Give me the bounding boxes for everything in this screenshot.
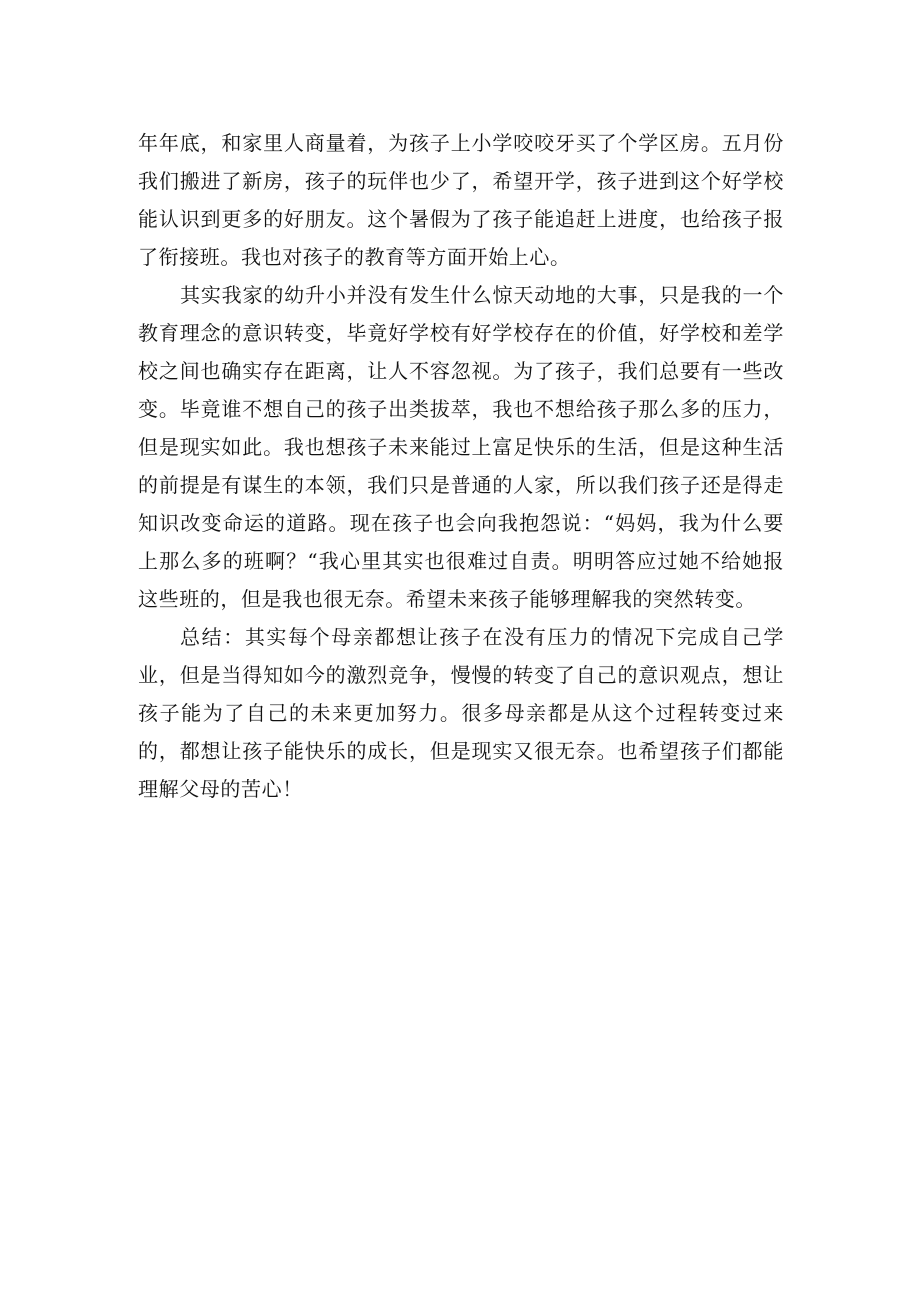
paragraph-summary: 总结：其实每个母亲都想让孩子在没有压力的情况下完成自己学业，但是当得知如今的激烈竞争，慢慢的转变了自己的意识观点，想让孩子能为了自己的未来更加努力。很多母亲都是从这个过程转变过来的，都想让孩子能快乐的成长，但是现实又很无奈。也希望孩子们都能理解父母的苦心！ bbox=[138, 625, 784, 801]
document-body bbox=[138, 124, 784, 808]
paragraph-continued: 年年底，和家里人商量着，为孩子上小学咬咬牙买了个学区房。五月份我们搬进了新房，孩子的玩伴也少了，希望开学，孩子进到这个好学校能认识到更多的好朋友。这个暑假为了孩子能追赶上进度，也给孩子报了衔接班。我也对孩子的教育等方面开始上心。 bbox=[138, 131, 784, 269]
paragraph-education-change: 其实我家的幼升小并没有发生什么惊天动地的大事，只是我的一个教育理念的意识转变，毕竟好学校有好学校存在的价值，好学校和差学校之间也确实存在距离，让人不容忽视。为了孩子，我们总要有一些改变。毕竟谁不想自己的孩子出类拔萃，我也不想给孩子那么多的压力，但是现实如此。我也想孩子未来能过上富足快乐的生活，但是这种生活的前提是有谋生的本领，我们只是普通的人家，所以我们孩子还是得走知识改变命运的道路。现在孩子也会向我抱怨说：“妈妈，我为什么要上那么多的班啊？“我心里其实也很难过自责。明明答应过她不给她报这些班的，但是我也很无奈。希望未来孩子能够理解我的突然转变。 bbox=[138, 283, 784, 611]
